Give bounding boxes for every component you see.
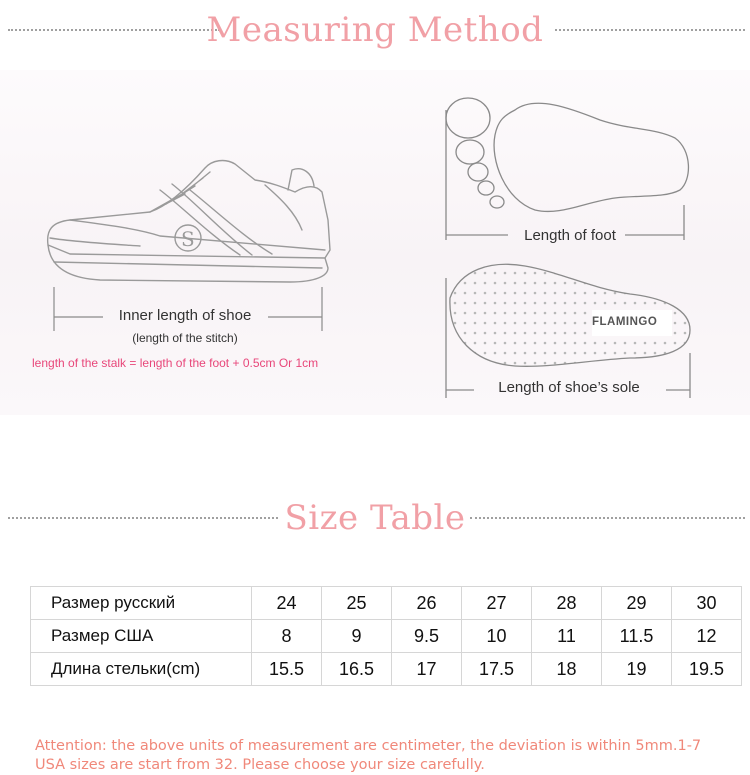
table-cell: 27 [462, 587, 532, 620]
size-table-header [0, 492, 750, 542]
row-header: Длина стельки(cm) [31, 653, 252, 686]
measuring-method-header [0, 4, 750, 54]
formula-text: length of the stalk = length of the foot + 0.5cm Or 1cm [32, 356, 319, 370]
stitch-sublabel: (length of the stitch) [132, 331, 238, 345]
table-cell: 29 [602, 587, 672, 620]
sole-length-label: Length of shoe’s sole [498, 379, 640, 396]
notice-line-1: Attention: the above units of measurement are centimeter, the deviation is within 5mm.1-7 [35, 738, 702, 754]
table-cell: 10 [462, 620, 532, 653]
divider-right [470, 517, 745, 519]
foot-length-label: Length of foot [524, 227, 616, 244]
table-cell: 18 [532, 653, 602, 686]
table-cell: 26 [392, 587, 462, 620]
table-cell: 11.5 [602, 620, 672, 653]
table-cell: 19 [602, 653, 672, 686]
table-row [31, 653, 742, 686]
measuring-method-title: Measuring Method [206, 10, 544, 50]
divider-right [555, 29, 745, 31]
inner-length-label: Inner length of shoe [118, 307, 252, 324]
table-cell: 17.5 [462, 653, 532, 686]
table-cell: 11 [532, 620, 602, 653]
table-row [31, 620, 742, 653]
table-cell: 9.5 [392, 620, 462, 653]
table-cell: 8 [252, 620, 322, 653]
table-cell: 15.5 [252, 653, 322, 686]
foot-outline-illustration [440, 90, 700, 250]
table-cell: 19.5 [672, 653, 742, 686]
table-cell: 16.5 [322, 653, 392, 686]
row-header: Размер США [31, 620, 252, 653]
table-cell: 9 [322, 620, 392, 653]
table-cell: 30 [672, 587, 742, 620]
sneaker-outline-illustration [40, 150, 340, 295]
size-table-title: Size Table [284, 498, 466, 538]
table-cell: 28 [532, 587, 602, 620]
insole-brand-label: FLAMINGO [592, 316, 658, 328]
table-row [31, 587, 742, 620]
table-cell: 12 [672, 620, 742, 653]
table-cell: 17 [392, 653, 462, 686]
table-cell: 24 [252, 587, 322, 620]
row-header: Размер русский [31, 587, 252, 620]
notice-line-2: USA sizes are start from 32. Please choose your size carefully. [35, 757, 485, 773]
logo-s-glyph: S [181, 227, 195, 251]
attention-notice [35, 737, 745, 775]
table-cell: 25 [322, 587, 392, 620]
size-table [30, 586, 742, 686]
